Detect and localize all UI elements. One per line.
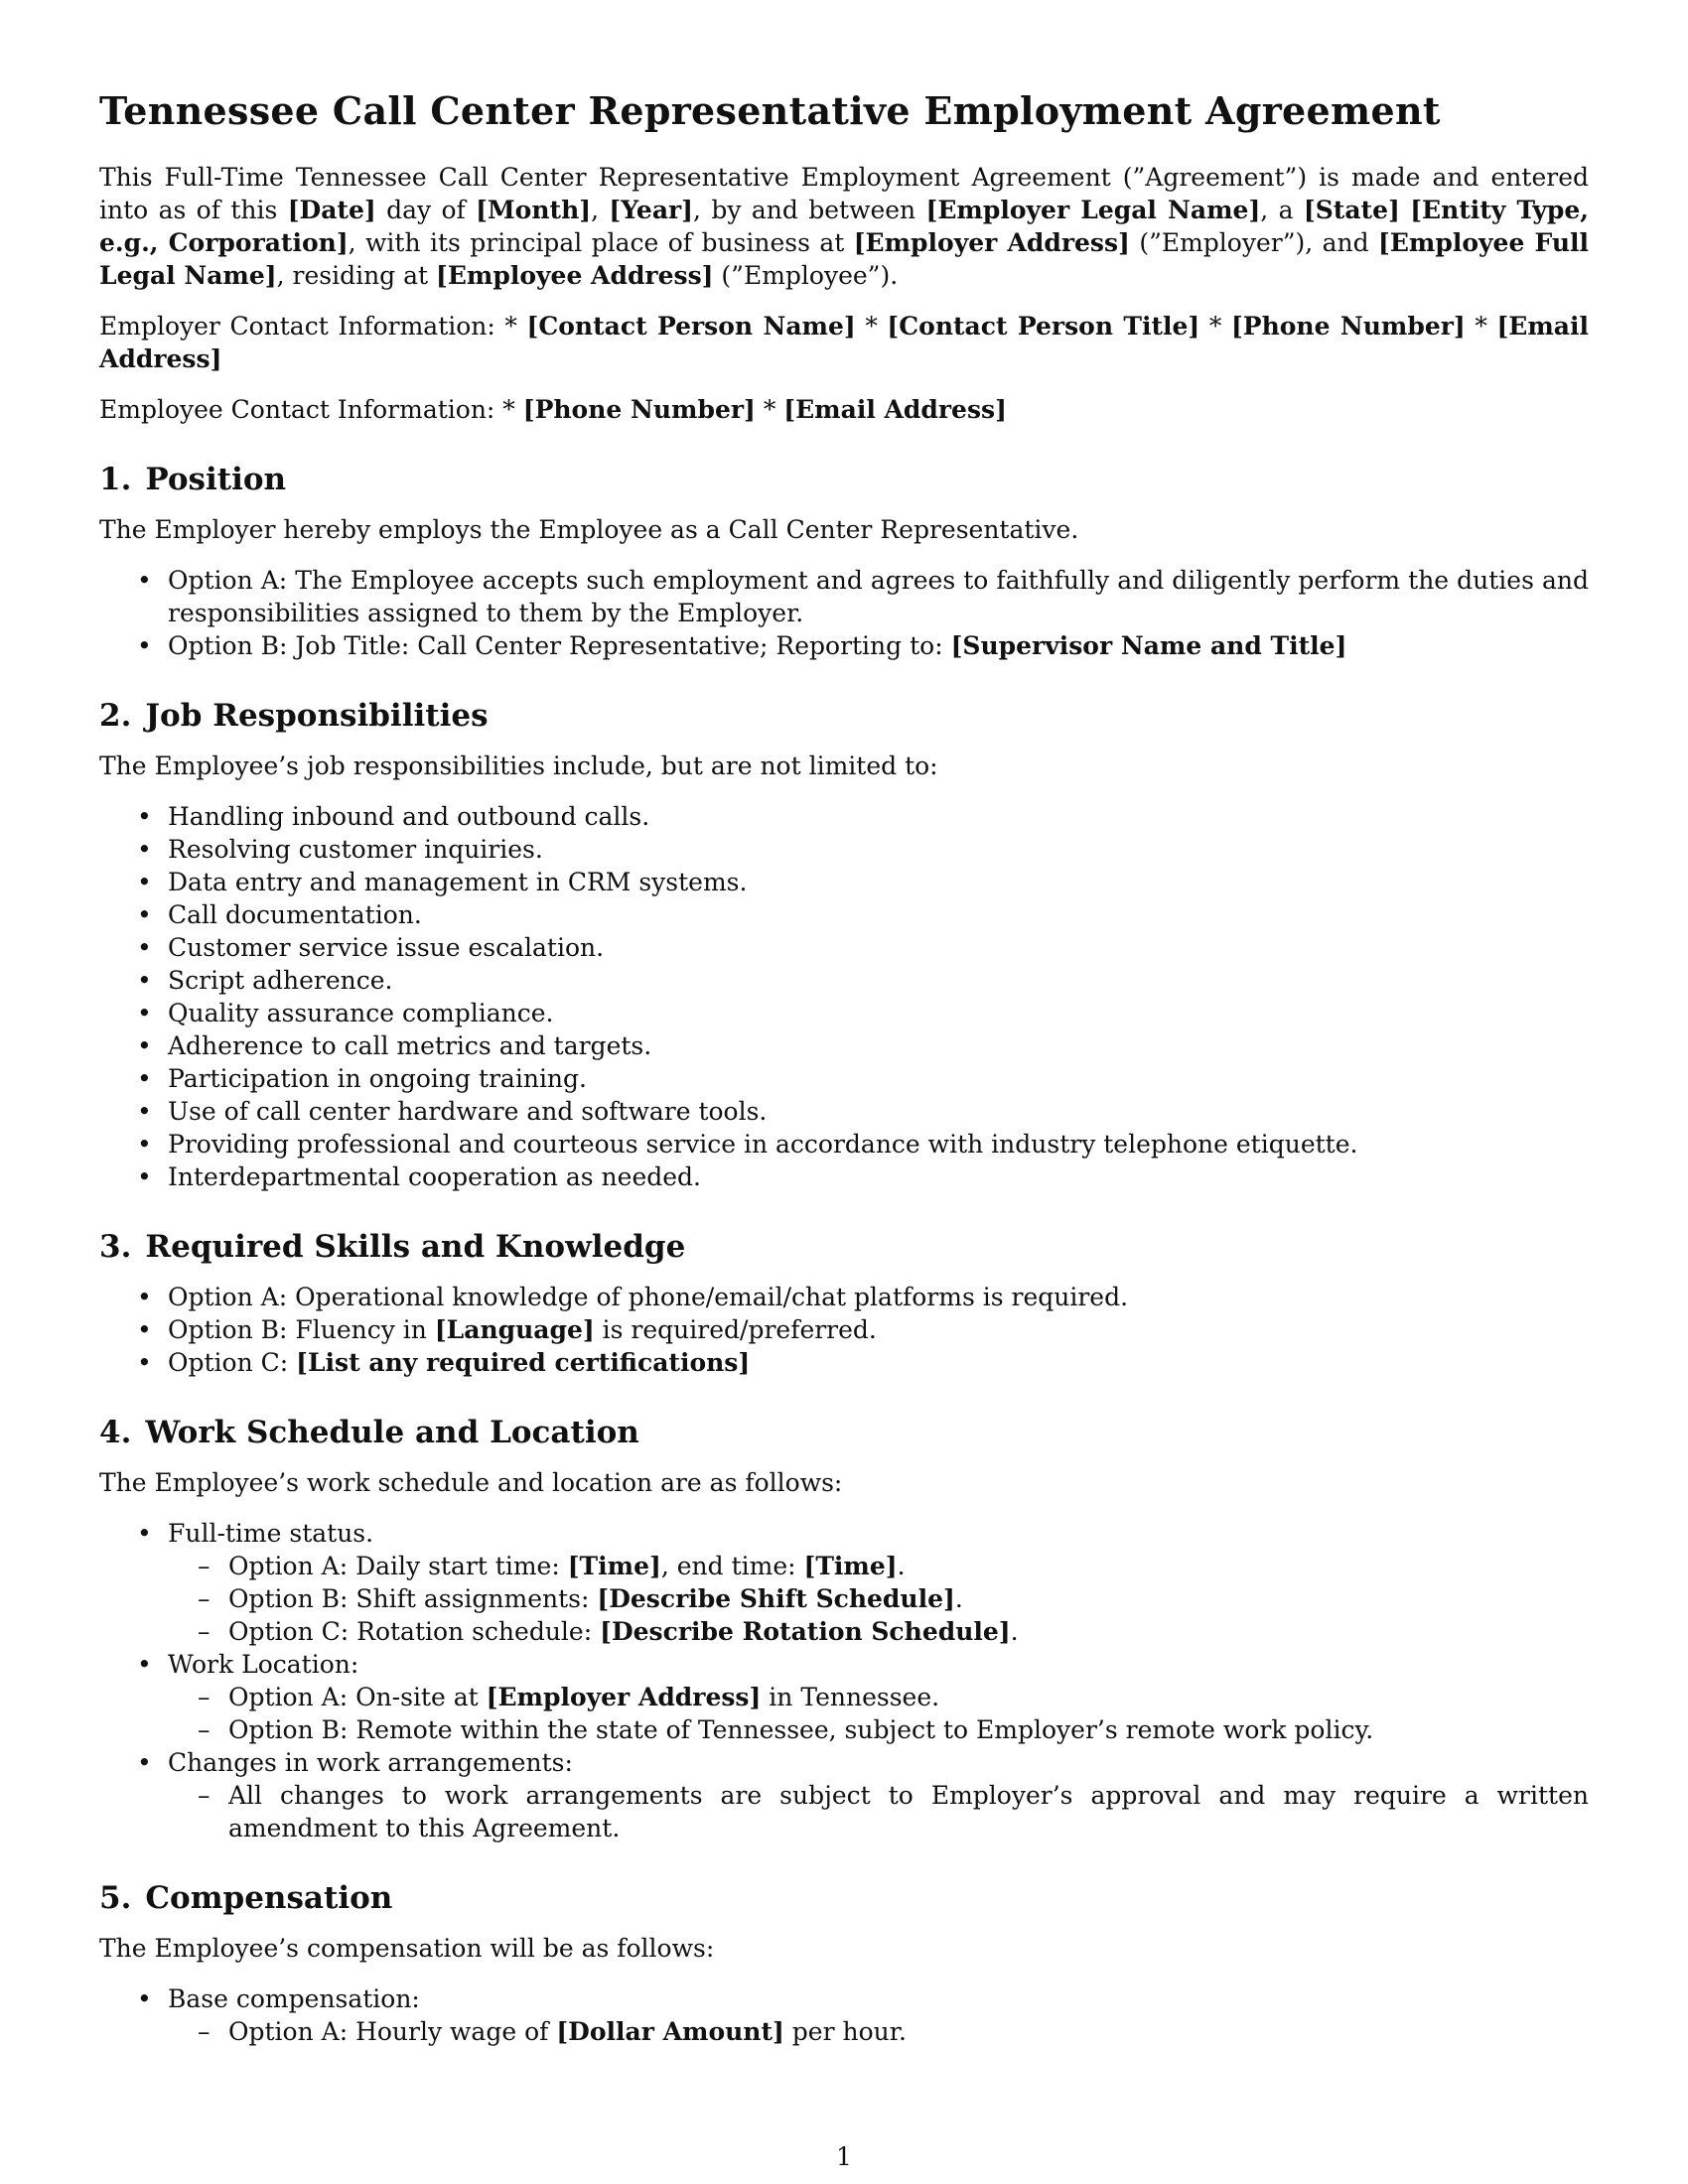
list-item: • Adherence to call metrics and targets. — [99, 1029, 1589, 1062]
sub-list — [168, 1779, 1589, 1844]
list-item: • Providing professional and courteous service in accordance with industry telephone etiquette. — [99, 1128, 1589, 1160]
sub-list-item — [168, 1550, 1589, 1582]
section-number: 3. — [99, 1229, 132, 1265]
supervisor-placeholder: [Supervisor Name and Title] — [950, 631, 1347, 660]
year-placeholder: [Year] — [609, 196, 694, 224]
bullet-list — [99, 1517, 1589, 1844]
bullet-list — [99, 564, 1589, 662]
bullet-list — [99, 1281, 1589, 1379]
list-item: • Option A: Operational knowledge of phone/email/chat platforms is required. — [99, 1281, 1589, 1313]
item-text: Changes in work arrangements: — [168, 1748, 573, 1777]
item-text: Base compensation: — [168, 1984, 420, 2013]
section-heading-required-skills — [99, 1227, 1589, 1267]
intro-text: This Full-Time Tennessee Call Center Representative Employment Agreement (”Agreement”) is made and entered into as of this — [99, 163, 1589, 224]
page-number: 1 — [836, 2142, 852, 2171]
item-text: per hour. — [783, 2017, 907, 2046]
intro-text: day of — [375, 196, 477, 224]
section-paragraph: The Employee’s compensation will be as follows: — [99, 1934, 715, 1963]
sub-list-item — [168, 2015, 1589, 2048]
entity-type-placeholder: [Entity Type, e.g., Corporation] — [99, 196, 1589, 257]
sub-list — [168, 1550, 1589, 1648]
item-text: Option B: Shift assignments: — [228, 1584, 598, 1613]
item-text: . — [1010, 1617, 1019, 1646]
item-text: Option A: Hourly wage of — [228, 2017, 557, 2046]
employee-name-placeholder: [Employee Full Legal Name] — [99, 228, 1590, 290]
item-text: is required/preferred. — [594, 1315, 877, 1344]
sub-list-item: – Option B: Remote within the state of Tennessee, subject to Employer’s remote work policy. — [168, 1713, 1589, 1746]
email-placeholder: [Email Address] — [99, 312, 1589, 373]
intro-text: , residing at — [276, 261, 437, 290]
list-item — [99, 1517, 1589, 1648]
phone-placeholder: [Phone Number] — [1230, 312, 1466, 341]
phone-placeholder: [Phone Number] — [522, 395, 756, 424]
sub-list-item — [168, 1681, 1589, 1713]
section-title: Required Skills and Knowledge — [145, 1229, 686, 1265]
item-text: Option B: Fluency in — [168, 1315, 435, 1344]
email-placeholder: [Email Address] — [783, 395, 1007, 424]
list-item: • Call documentation. — [99, 898, 1589, 931]
list-item — [99, 1313, 1589, 1346]
employer-contact-paragraph — [99, 310, 1589, 375]
start-time-placeholder: [Time] — [567, 1552, 661, 1580]
sub-list — [168, 2015, 1589, 2048]
certifications-placeholder: [List any required certifications] — [296, 1348, 751, 1377]
rotation-schedule-placeholder: [Describe Rotation Schedule] — [600, 1617, 1011, 1646]
section-number: 2. — [99, 698, 132, 734]
list-item — [99, 1346, 1589, 1379]
separator: * — [1199, 312, 1231, 341]
intro-text — [1400, 196, 1410, 224]
intro-text: , — [591, 196, 610, 224]
intro-text: (”Employer”), and — [1129, 228, 1379, 257]
bullet-list — [99, 800, 1589, 1193]
section-title: Job Responsibilities — [145, 698, 489, 734]
sub-list — [168, 1681, 1589, 1746]
item-text: Option B: Job Title: Call Center Representative; Reporting to: — [168, 631, 951, 660]
contact-label: Employer Contact Information: * — [99, 312, 527, 341]
list-item — [99, 629, 1589, 662]
section-number: 4. — [99, 1415, 132, 1450]
language-placeholder: [Language] — [434, 1315, 595, 1344]
item-text: , end time: — [660, 1552, 804, 1580]
list-item: • Script adherence. — [99, 964, 1589, 997]
item-text: Work Location: — [168, 1650, 359, 1679]
dollar-amount-placeholder: [Dollar Amount] — [556, 2017, 784, 2046]
contact-person-placeholder: [Contact Person Name] — [526, 312, 856, 341]
sub-list-item: – All changes to work arrangements are subject to Employer’s approval and may require a written amendment to this Agreement. — [168, 1779, 1589, 1844]
section-heading-compensation — [99, 1878, 1589, 1918]
date-placeholder: [Date] — [287, 196, 376, 224]
item-text: Option A: On-site at — [228, 1683, 487, 1711]
bullet-list — [99, 1982, 1589, 2048]
intro-text: , by and between — [693, 196, 926, 224]
intro-paragraph — [99, 161, 1589, 292]
item-text: in Tennessee. — [761, 1683, 940, 1711]
contact-title-placeholder: [Contact Person Title] — [887, 312, 1200, 341]
item-text: Option A: Daily start time: — [228, 1552, 568, 1580]
section-heading-work-schedule — [99, 1413, 1589, 1452]
list-item: • Customer service issue escalation. — [99, 931, 1589, 964]
section-paragraph: The Employer hereby employs the Employee as a Call Center Representative. — [99, 515, 1079, 544]
list-item: • Participation in ongoing training. — [99, 1062, 1589, 1095]
list-item: • Resolving customer inquiries. — [99, 833, 1589, 866]
list-item: • Option A: The Employee accepts such employment and agrees to faithfully and diligently perform the duties and responsibilities assigned to them by the Employer. — [99, 564, 1589, 629]
list-item: • Data entry and management in CRM systems. — [99, 866, 1589, 898]
section-title: Work Schedule and Location — [145, 1415, 639, 1450]
intro-text: , with its principal place of business at — [348, 228, 854, 257]
section-title: Position — [145, 462, 287, 497]
section-paragraph: The Employee’s work schedule and location are as follows: — [99, 1468, 843, 1497]
section-number: 5. — [99, 1880, 132, 1916]
list-item: • Handling inbound and outbound calls. — [99, 800, 1589, 833]
section-heading-job-responsibilities — [99, 696, 1589, 736]
employer-name-placeholder: [Employer Legal Name] — [925, 196, 1261, 224]
document-page — [99, 87, 1589, 2058]
item-text: Full-time status. — [168, 1519, 374, 1548]
employee-address-placeholder: [Employee Address] — [436, 261, 714, 290]
item-text: Option C: — [168, 1348, 297, 1377]
section-number: 1. — [99, 462, 132, 497]
list-item — [99, 1648, 1589, 1746]
sub-list-item — [168, 1582, 1589, 1615]
intro-text: , a — [1260, 196, 1304, 224]
state-placeholder: [State] — [1303, 196, 1400, 224]
employer-address-placeholder: [Employer Address] — [486, 1683, 762, 1711]
list-item: • Interdepartmental cooperation as needed. — [99, 1160, 1589, 1193]
list-item: • Use of call center hardware and software tools. — [99, 1095, 1589, 1128]
end-time-placeholder: [Time] — [803, 1552, 898, 1580]
employer-address-placeholder: [Employer Address] — [853, 228, 1130, 257]
section-heading-position — [99, 460, 1589, 499]
month-placeholder: [Month] — [476, 196, 592, 224]
section-title: Compensation — [145, 1880, 393, 1916]
contact-label: Employee Contact Information: * — [99, 395, 523, 424]
section-paragraph: The Employee’s job responsibilities include, but are not limited to: — [99, 751, 938, 780]
separator: * — [1465, 312, 1497, 341]
list-item — [99, 1982, 1589, 2048]
intro-text: (”Employee”). — [713, 261, 899, 290]
employee-contact-paragraph — [99, 393, 1589, 426]
list-item: • Quality assurance compliance. — [99, 997, 1589, 1029]
separator: * — [855, 312, 888, 341]
item-text: Option C: Rotation schedule: — [228, 1617, 601, 1646]
separator: * — [755, 395, 784, 424]
item-text: . — [954, 1584, 963, 1613]
document-title: Tennessee Call Center Representative Employment Agreement — [99, 88, 1441, 133]
list-item — [99, 1746, 1589, 1844]
sub-list-item — [168, 1615, 1589, 1648]
item-text: . — [897, 1552, 906, 1580]
shift-schedule-placeholder: [Describe Shift Schedule] — [597, 1584, 955, 1613]
